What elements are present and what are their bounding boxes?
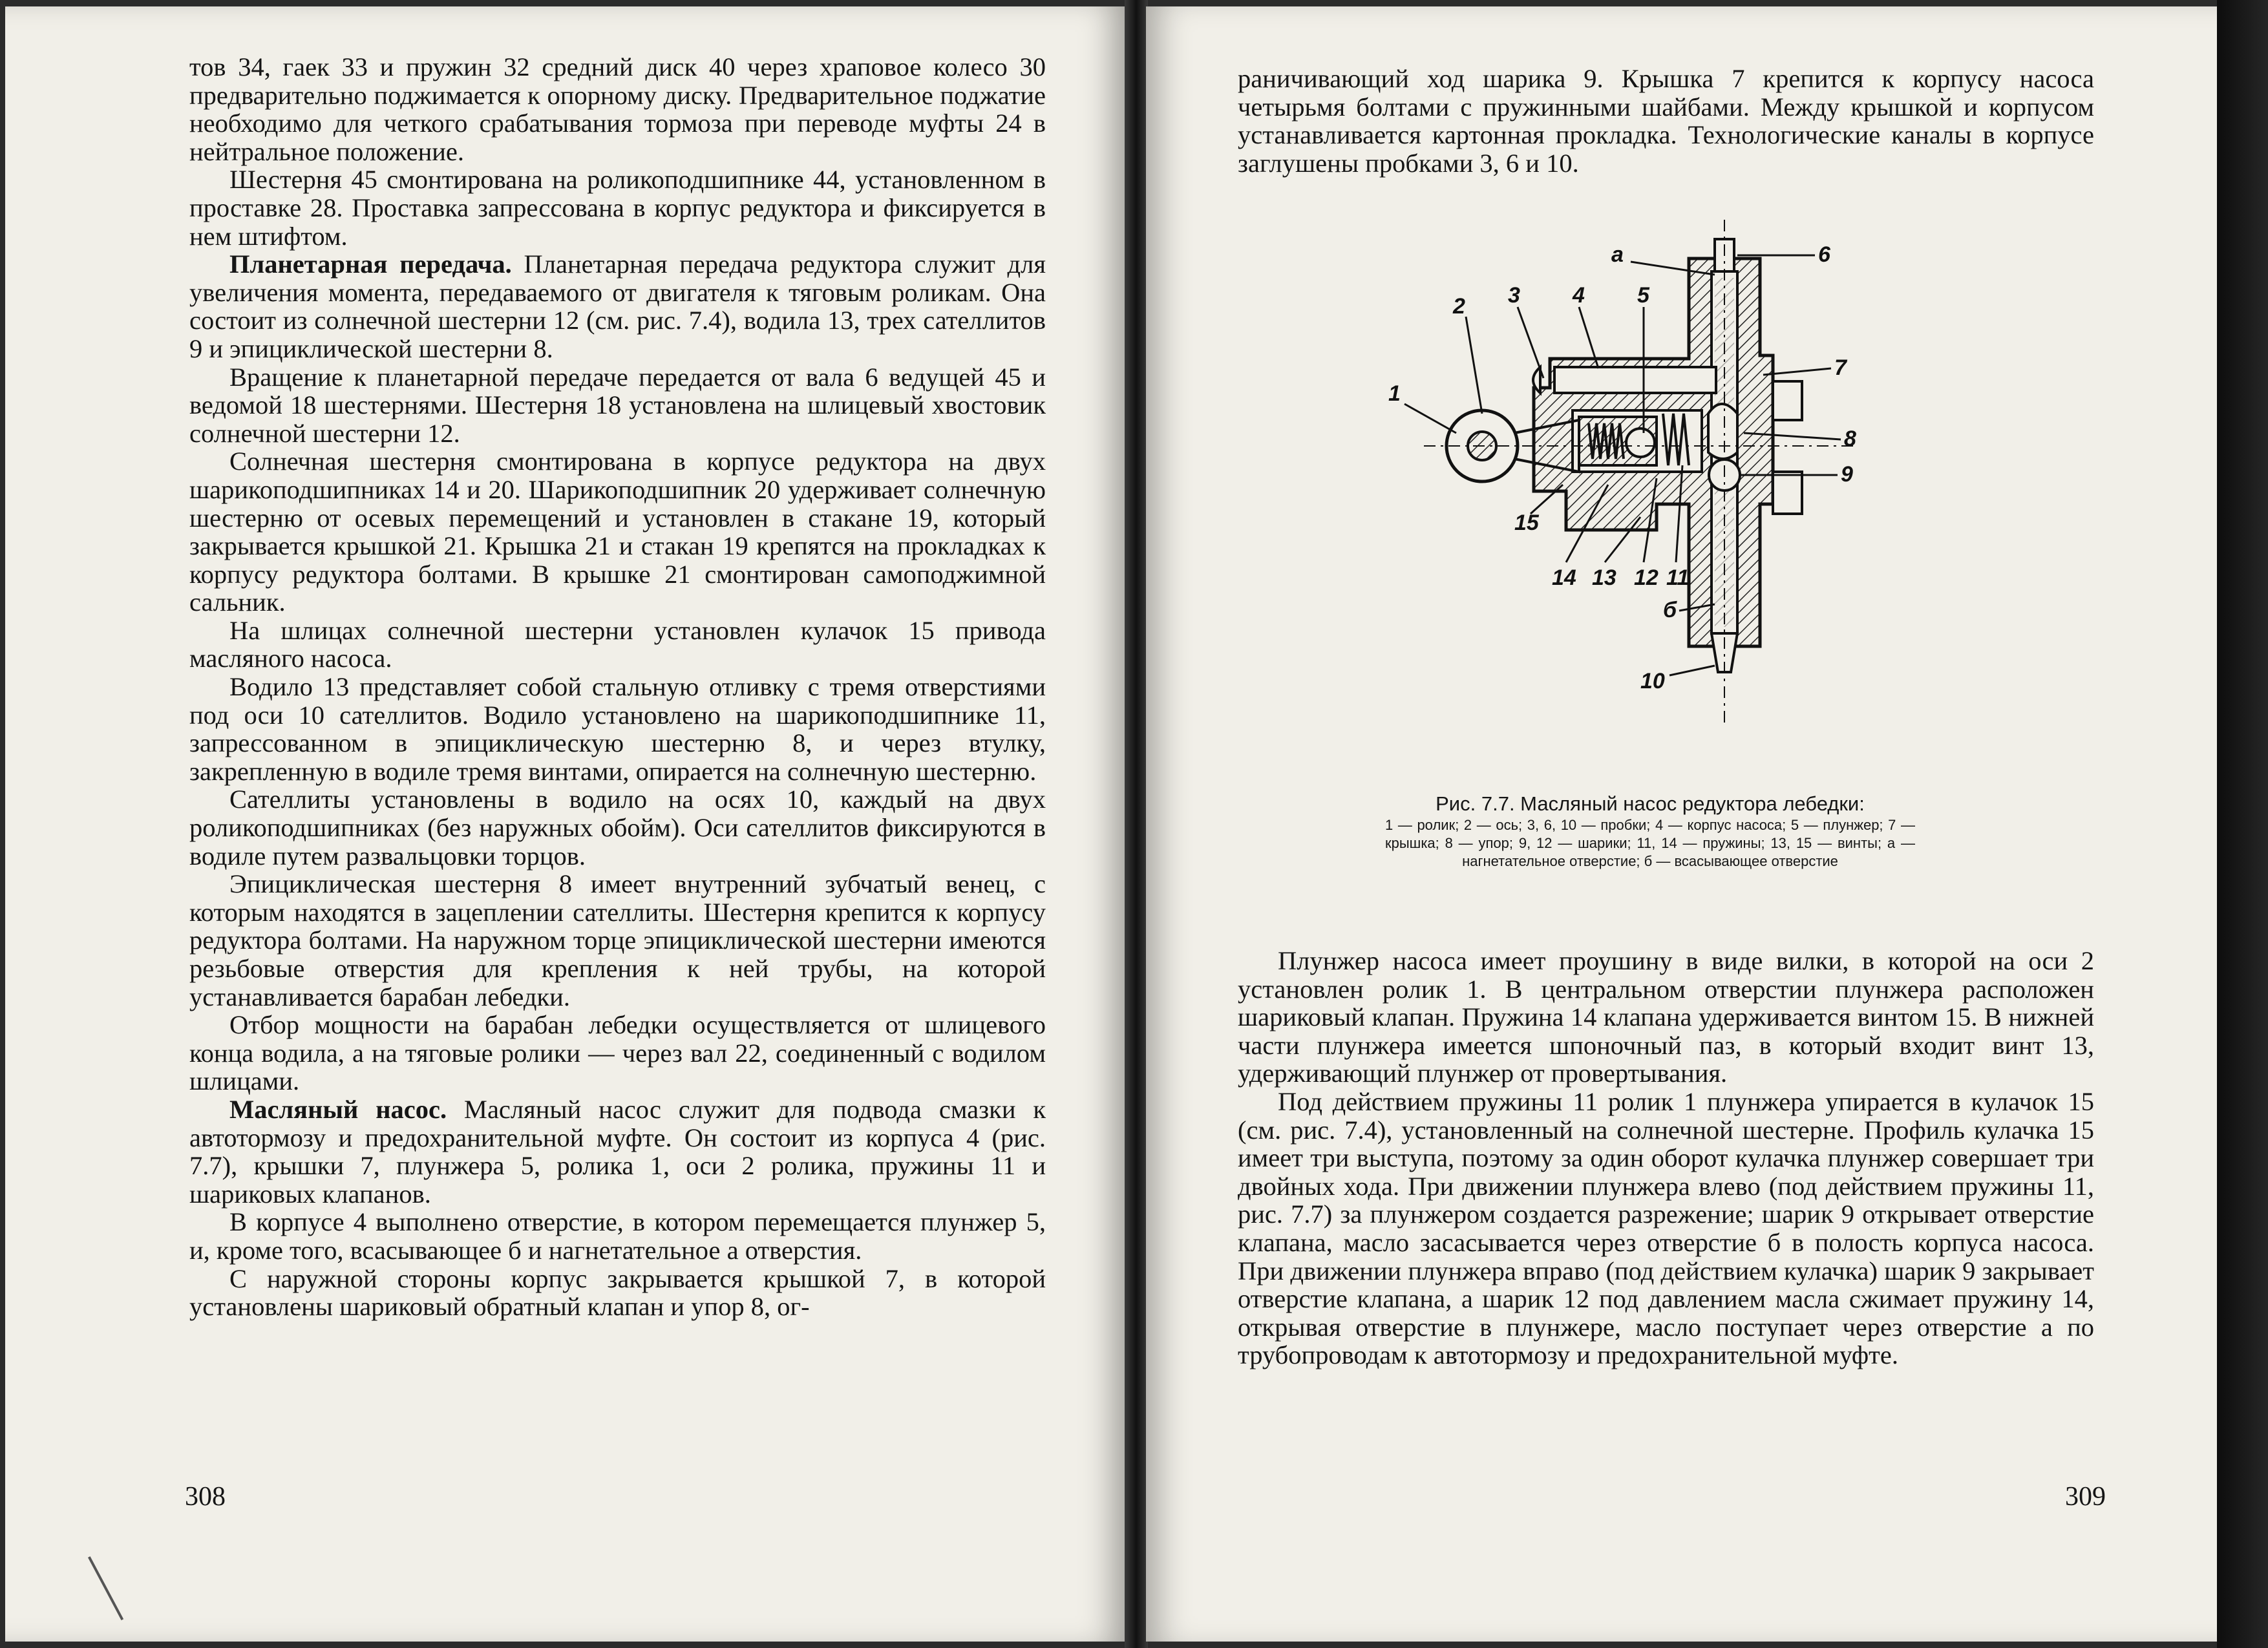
- left-page-text: [189, 53, 1046, 1321]
- label-15: 15: [1514, 511, 1539, 535]
- label-2: 2: [1453, 294, 1465, 319]
- label-3: 3: [1508, 283, 1520, 308]
- ball-12: [1626, 428, 1655, 457]
- oil-pump-diagram: [1385, 220, 1902, 788]
- label-4: 4: [1573, 283, 1585, 308]
- paragraph: тов 34, гаек 33 и пружин 32 средний диск 40 через храповое колесо 30 предварительно поджимается к опорному диску. Предварительное поджатие необходимо для четкого срабатывания тормоза при переводе муфты 24 в нейтральное положение.: [189, 52, 1046, 166]
- section-heading: Масляный насос.: [229, 1094, 447, 1124]
- paragraph: В корпусе 4 выполнено отверстие, в котором перемещается плунжер 5, и, кроме того, всасывающее б и нагнетательное а отверстия.: [189, 1207, 1046, 1265]
- label-13: 13: [1592, 565, 1616, 590]
- paragraph: Масляный насос. Масляный насос служит для подвода смазки к автотормозу и предохранительной муфте. Он состоит из корпуса 4 (рис. 7.7), крышки 7, плунжера 5, ролика 1, оси 2 ролика, пружины 11 и шариковых клапанов.: [189, 1094, 1046, 1209]
- label-11: 11: [1666, 565, 1690, 590]
- paragraph: Шестерня 45 смонтирована на роликоподшипнике 44, установленном в проставке 28. Проставка запрессована в корпус редуктора и фиксируется в нем штифтом.: [189, 165, 1046, 251]
- bolt-lower: [1773, 472, 1802, 514]
- label-10: 10: [1640, 669, 1665, 693]
- paragraph: Сателлиты установлены в водило на осях 10, каждый на двух роликоподшипниках (без наружных обойм). Оси сателлитов фиксируются в водиле путем развальцовки торцов.: [189, 785, 1046, 871]
- right-page-text-bottom: [1238, 947, 2094, 1369]
- paragraph: Под действием пружины 11 ролик 1 плунжера упирается в кулачок 15 (см. рис. 7.4), установленный на солнечной шестерне. Профиль кулачка 15 имеет три выступа, поэтому за один оборот кулачка плунжер совершает три двойных хода. При движении плунжера влево (под действием пружины 11, рис. 7.7) за плунжером создается разрежение; шарик 9 открывает отверстие клапана, масло засасывается через отверстие б в полость корпуса насоса. При движении плунжера вправо (под действием кулачка) шарик 9 закрывает отверстие клапана, а шарик 12 под давлением масла сжимает пружину 14, открывая отверстие в плунжере, масло поступает через отверстие а по трубопроводам к автотормозу и предохранительной муфте.: [1238, 1086, 2094, 1370]
- bolt-upper: [1773, 381, 1802, 420]
- label-12: 12: [1634, 565, 1659, 590]
- label-6: 6: [1818, 242, 1830, 267]
- label-8: 8: [1844, 427, 1856, 451]
- paragraph: Вращение к планетарной передаче передается от вала 6 ведущей 45 и ведомой 18 шестернями. Шестерня 18 установлена на шлицевый хвостовик солнечной шестерни 12.: [189, 362, 1046, 448]
- paragraph: Солнечная шестерня смонтирована в корпусе редуктора на двух шарикоподшипниках 14 и 20. Шарикоподшипник 20 удерживает солнечную шестерню от осевых перемещений и установлен в стакане 19, который закрывается крышкой 21. Крышка 21 и стакан 19 крепятся на прокладках к корпусу редуктора болтами. В крышке 21 смонтирован самоподжимной сальник.: [189, 447, 1046, 617]
- right-page-text: [1238, 65, 2094, 177]
- caption-title: Рис. 7.7. Масляный насос редуктора лебедки:: [1436, 792, 1865, 815]
- label-7: 7: [1834, 355, 1847, 380]
- page-number: 309: [2065, 1482, 2106, 1512]
- label-b: б: [1663, 598, 1677, 622]
- label-14: 14: [1552, 565, 1576, 590]
- paragraph: Плунжер насоса имеет проушину в виде вилки, в которой на оси 2 установлен ролик 1. В центральном отверстии плунжера расположен шариковый клапан. Пружина 14 клапана удерживается винтом 15. В нижней части плунжера имеется шпоночный паз, в который входит винт 13, удерживающий плунжер от провертывания.: [1238, 946, 2094, 1088]
- label-a: a: [1611, 242, 1624, 267]
- book-edge: [2217, 0, 2268, 1648]
- label-1: 1: [1388, 381, 1401, 406]
- paragraph: Планетарная передача. Планетарная передача редуктора служит для увеличения момента, передаваемого от двигателя к тяговым роликам. Она состоит из солнечной шестерни 12 (см. рис. 7.4), водила 13, трех сателлитов 9 и эпициклической шестерни 8.: [189, 249, 1046, 363]
- paragraph: Водило 13 представляет собой стальную отливку с тремя отверстиями под оси 10 сателлитов. Водило установлено на шарикоподшипнике 11, запрессованном в эпициклическую шестерню 8, и через втулку, закрепленную в водиле тремя винтами, опирается на солнечную шестерню.: [189, 672, 1046, 786]
- paragraph: С наружной стороны корпус закрывается крышкой 7, в которой установлены шариковый обратный клапан и упор 8, ог-: [189, 1263, 1046, 1322]
- page-number: 308: [185, 1482, 226, 1512]
- figure-caption: [1385, 792, 1915, 871]
- label-5: 5: [1637, 283, 1649, 308]
- right-page: [1146, 6, 2219, 1642]
- paragraph: Отбор мощности на барабан лебедки осуществляется от шлицевого конца водила, а на тяговые ролики — через вал 22, соединенный с водилом шлицами.: [189, 1010, 1046, 1096]
- section-heading: Планетарная передача.: [229, 249, 512, 279]
- label-9: 9: [1841, 462, 1853, 487]
- left-page: [5, 6, 1127, 1642]
- paragraph: Эпициклическая шестерня 8 имеет внутренний зубчатый венец, с которым находятся в зацеплении сателлиты. Шестерня крепится к корпусу редуктора болтами. На наружном торце эпициклической шестерни имеются резьбовые отверстия для крепления к ней трубы, на которой устанавливается барабан лебедки.: [189, 869, 1046, 1011]
- scan-artifact: [88, 1556, 123, 1620]
- paragraph: На шлицах солнечной шестерни установлен кулачок 15 привода масляного насоса.: [189, 615, 1046, 673]
- upper-channel: [1554, 367, 1716, 393]
- stop-8: [1708, 404, 1737, 459]
- caption-legend: 1 — ролик; 2 — ось; 3, 6, 10 — пробки; 4 — корпус насоса; 5 — плунжер; 7 — крышка; 8 — упор; 9, 12 — шарики; 11, 14 — пружины; 13, 15 — винты; а — нагнетательное отверстие; б — всасывающее отверстие: [1385, 817, 1915, 869]
- paragraph: раничивающий ход шарика 9. Крышка 7 крепится к корпусу насоса четырьмя болтами с пружинными шайбами. Между крышкой и корпусом устанавливается картонная прокладка. Технологические каналы в корпусе заглушены пробками 3, 6 и 10.: [1238, 64, 2094, 178]
- book-gutter: [1125, 0, 1148, 1648]
